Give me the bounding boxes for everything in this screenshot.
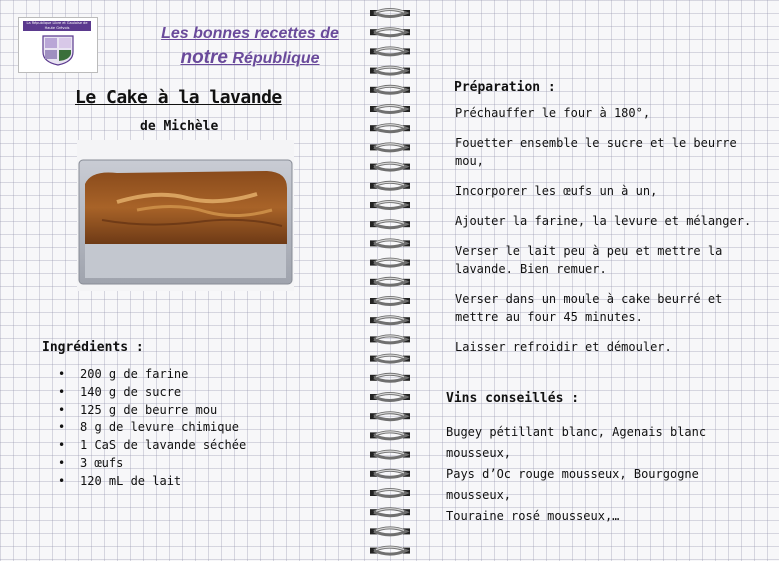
spiral-ring	[370, 202, 410, 209]
preparation-step: Préchauffer le four à 180°,	[455, 106, 651, 120]
spiral-ring	[370, 221, 410, 228]
spiral-ring	[370, 163, 410, 170]
brand-line-1: Les bonnes recettes de	[161, 25, 339, 42]
preparation-step: Ajouter la farine, la levure et mélanger.	[455, 214, 752, 228]
spiral-ring	[370, 10, 410, 17]
wine-line: Pays d’Oc rouge mousseux, Bourgogne mousseux,	[446, 467, 699, 502]
spiral-ring	[370, 125, 410, 132]
spiral-ring	[370, 451, 410, 458]
list-item: • 8 g de levure chimique	[44, 419, 246, 437]
recipe-title: Le Cake à la lavande	[75, 87, 282, 108]
wines-heading: Vins conseillés :	[446, 391, 580, 406]
cake-photo	[77, 140, 294, 291]
ingredients-list	[44, 366, 246, 491]
spiral-ring	[370, 509, 410, 516]
wine-line: Bugey pétillant blanc, Agenais blanc mousseux,	[446, 425, 707, 460]
spiral-ring	[370, 490, 410, 497]
brand-line-2-rest: République	[232, 50, 320, 67]
preparation-step: Verser le lait peu à peu et mettre la lavande. Bien remuer.	[455, 244, 723, 276]
spiral-ring	[370, 182, 410, 189]
coat-of-arms-icon	[41, 34, 75, 66]
spiral-ring	[370, 336, 410, 343]
spiral-ring	[370, 547, 410, 554]
spiral-ring	[370, 144, 410, 151]
republic-logo	[18, 17, 98, 73]
spiral-ring	[370, 432, 410, 439]
preparation-step: Verser dans un moule à cake beurré et mettre au four 45 minutes.	[455, 292, 723, 324]
brand-line-2-big: notre	[180, 47, 228, 68]
list-item: • 3 œufs	[44, 455, 246, 473]
logo-banner: La République Libre et Gauloise de Haute Grèvois	[23, 21, 91, 31]
list-item: • 140 g de sucre	[44, 384, 246, 402]
spiral-ring	[370, 298, 410, 305]
recipe-author: de Michèle	[140, 119, 219, 134]
notebook-spiral-binding	[366, 0, 414, 561]
brand-heading	[130, 22, 370, 71]
list-item: • 1 CaS de lavande séchée	[44, 437, 246, 455]
preparation-heading: Préparation :	[454, 80, 556, 95]
wines-list	[446, 422, 771, 527]
preparation-step: Laisser refroidir et démouler.	[455, 340, 672, 354]
wine-line: Touraine rosé mousseux,…	[446, 509, 620, 523]
spiral-ring	[370, 413, 410, 420]
spiral-ring	[370, 67, 410, 74]
list-item: • 200 g de farine	[44, 366, 246, 384]
list-item: • 125 g de beurre mou	[44, 402, 246, 420]
spiral-ring	[370, 394, 410, 401]
list-item: • 120 mL de lait	[44, 473, 246, 491]
brand-line-2	[130, 46, 370, 71]
preparation-step: Fouetter ensemble le sucre et le beurre mou,	[455, 136, 737, 168]
preparation-step: Incorporer les œufs un à un,	[455, 184, 658, 198]
ingredients-heading: Ingrédients :	[42, 340, 144, 355]
spiral-ring	[370, 86, 410, 93]
spiral-ring	[370, 355, 410, 362]
spiral-ring	[370, 528, 410, 535]
spiral-ring	[370, 259, 410, 266]
spiral-ring	[370, 48, 410, 55]
spiral-ring	[370, 278, 410, 285]
spiral-ring	[370, 29, 410, 36]
spiral-ring	[370, 106, 410, 113]
spiral-ring	[370, 317, 410, 324]
spiral-ring	[370, 374, 410, 381]
preparation-steps	[455, 104, 755, 368]
spiral-ring	[370, 240, 410, 247]
spiral-ring	[370, 470, 410, 477]
